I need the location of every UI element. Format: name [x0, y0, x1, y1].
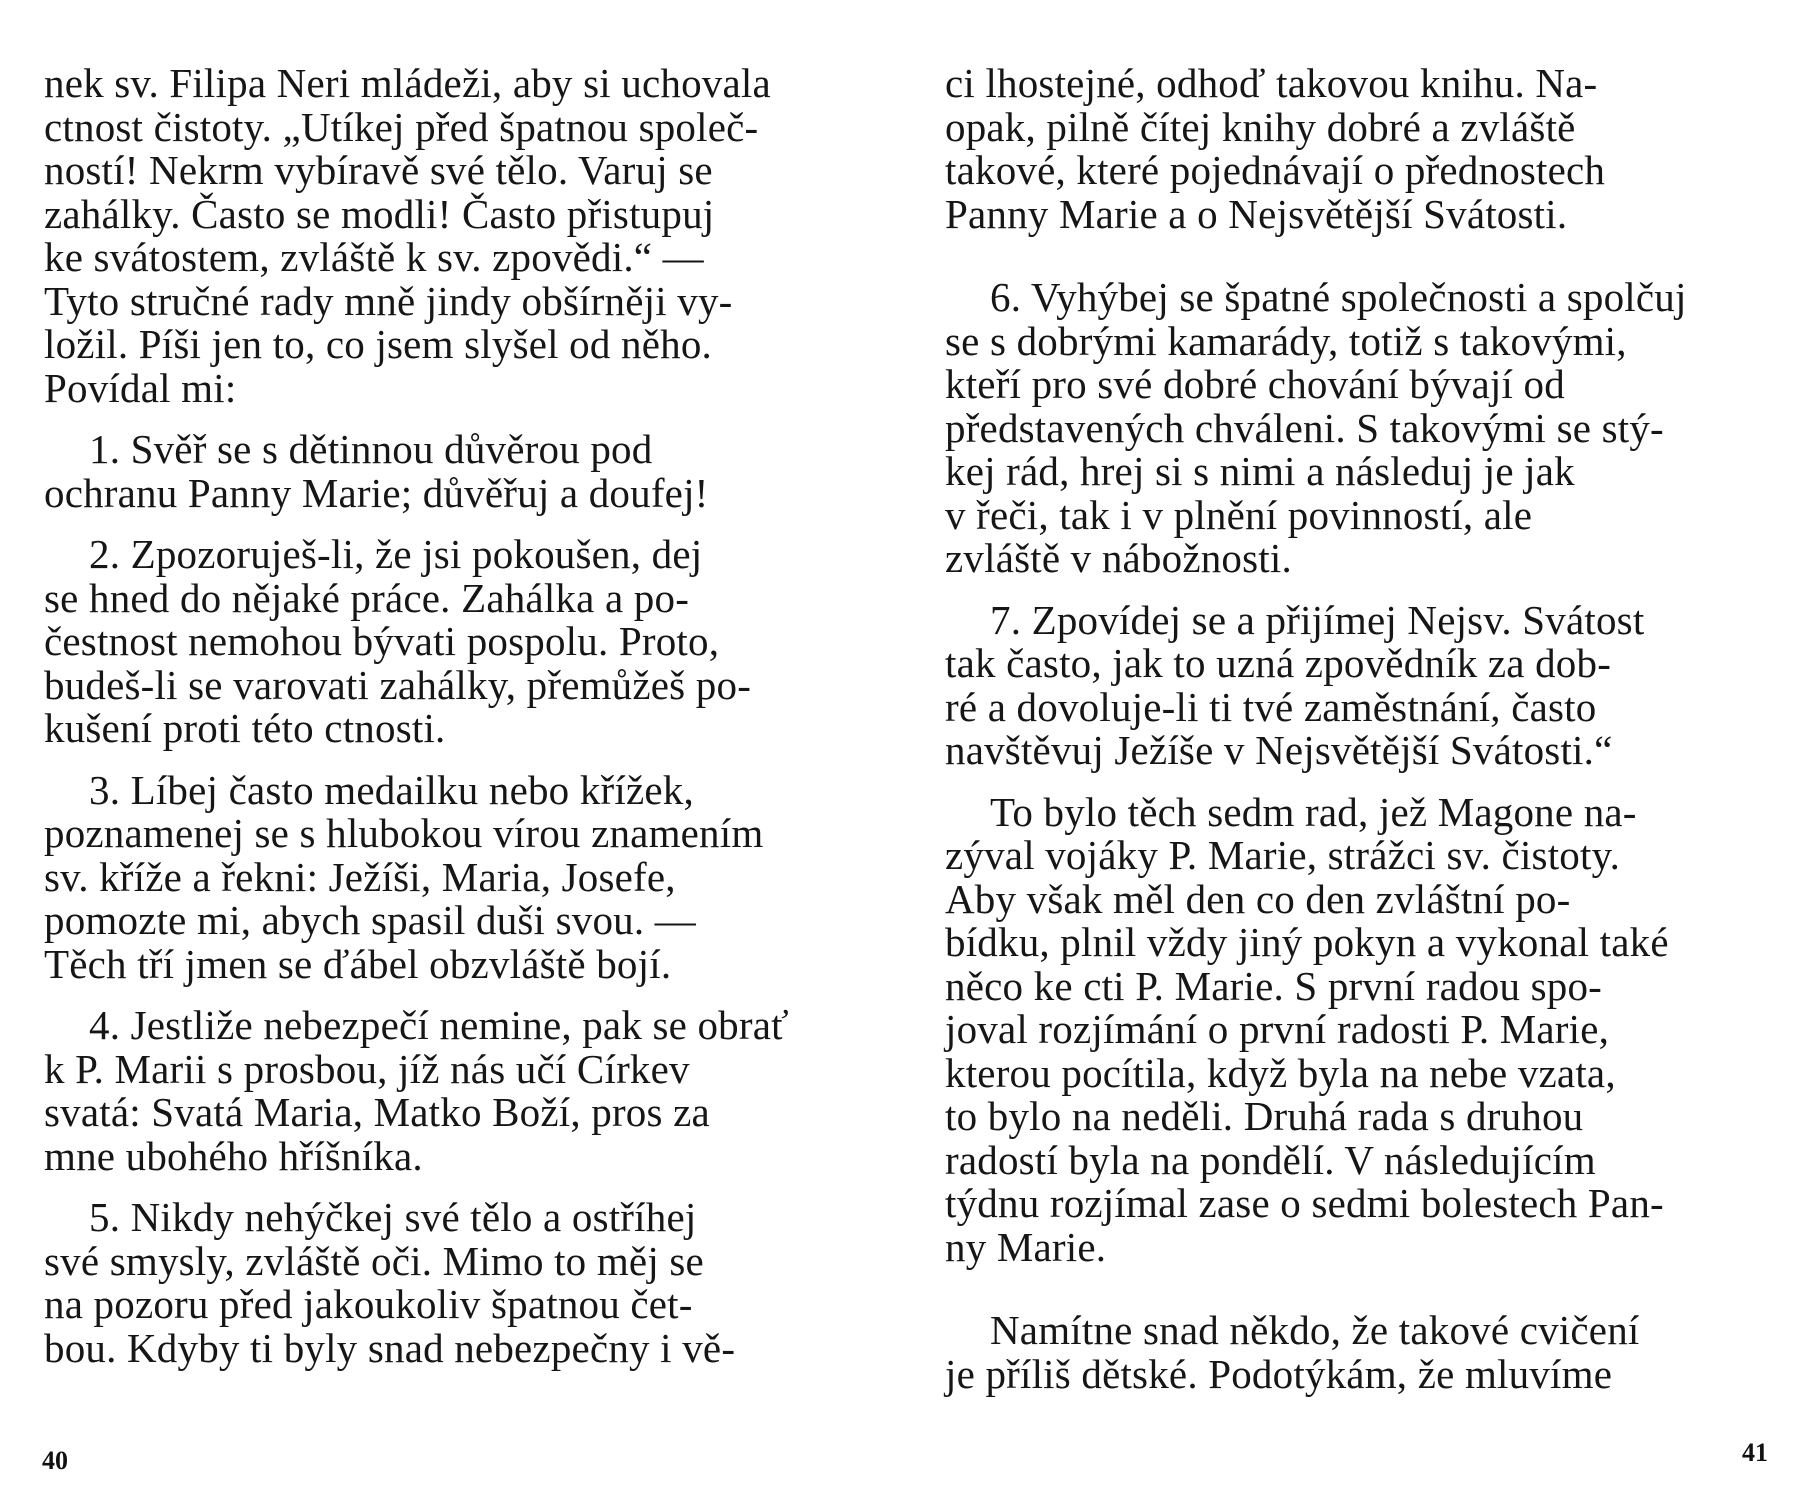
right-paragraph-seven-counsels: To bylo těch sedm rad, jež Magone na- zýval vojáky P. Marie, strážci sv. čistoty. Aby však měl den co den zvláštní po- bídku, plnil vždy jiný pokyn a vykonal také něco ke cti P. Marie. S první radou spo- joval rozjímání o první radosti P. Marie, kterou pocítila, když byla na nebe vzata, to bylo na neděli. Druhá rada s druhou radostí byla na pondělí. V následujícím týdnu rozjímal zase o sedmi bolestech Pan- ny Marie.: [945, 788, 1669, 1270]
right-paragraph-rule-7: 7. Zpovídej se a přijímej Nejsv. Svátost tak často, jak to uzná zpovědník za dob- ré a dovoluje-li ti tvé zaměstnání, často navštěvuj Ježíše v Nejsvětější Svátosti.“: [945, 596, 1645, 773]
left-page-number: 40: [42, 1446, 68, 1475]
left-paragraph-rule-4: 4. Jestliže nebezpečí nemine, pak se obrať k P. Marii s prosbou, jíž nás učí Církev svatá: Svatá Maria, Matko Boží, pros za mne ubohého hříšníka.: [44, 1002, 789, 1179]
left-paragraph-rule-3: 3. Líbej často medailku nebo křížek, poznamenej se s hlubokou vírou znamením sv. kříže a řekni: Ježíši, Maria, Josefe, pomozte mi, abych spasil duši svou. — Těch tří jmen se ďábel obzvláště bojí.: [44, 766, 764, 987]
right-paragraph-continuation: ci lhostejné, odhoď takovou knihu. Na- opak, pilně čítej knihy dobré a zvláště takové, které pojednávají o přednostech Panny Marie a o Nejsvětější Svátosti.: [945, 60, 1606, 237]
left-page: [44, 62, 876, 1370]
left-page-text: [44, 62, 876, 1370]
right-page-number: 41: [1742, 1438, 1768, 1467]
right-page: [945, 62, 1771, 1396]
left-paragraph-rule-1: 1. Svěř se s dětinnou důvěrou pod ochranu Panny Marie; důvěřuj a doufej!: [44, 426, 709, 516]
left-paragraph-rule-5: 5. Nikdy nehýčkej své tělo a ostříhej své smysly, zvláště oči. Mimo to měj se na pozoru před jakoukoliv špatnou čet- bou. Kdyby ti byly snad nebezpečny i vě-: [44, 1194, 736, 1371]
right-paragraph-objection: Namítne snad někdo, že takové cvičení je příliš dětské. Podotýkám, že mluvíme: [945, 1307, 1640, 1397]
right-paragraph-rule-6: 6. Vyhýbej se špatné společnosti a spolčuj se s dobrými kamarády, totiž s takovými, kteří pro své dobré chování bývají od představených chváleni. S takovými se stý- kej rád, hrej si s nimi a následuj je jak v řeči, tak i v plnění povinností, ale zvláště v nábožnosti.: [945, 274, 1687, 581]
right-page-text: [945, 62, 1771, 1396]
left-paragraph-rule-2: 2. Zpozoruješ-li, že jsi pokoušen, dej se hned do nějaké práce. Zahálka a po- čestnost nemohou bývati pospolu. Proto, budeš-li se varovati zahálky, přemůžeš po- kušení proti této ctnosti.: [44, 531, 752, 751]
left-paragraph-1: nek sv. Filipa Neri mládeži, aby si uchovala ctnost čistoty. „Utíkej před špatnou společ- ností! Nekrm vybíravě své tělo. Varuj se zahálky. Často se modli! Často přistupuj ke svátostem, zvláště k sv. zpovědi.“ — Tyto stručné rady mně jindy obšírněji vy- ložil. Píši jen to, co jsem slyšel od něho. Povídal mi:: [44, 60, 771, 411]
